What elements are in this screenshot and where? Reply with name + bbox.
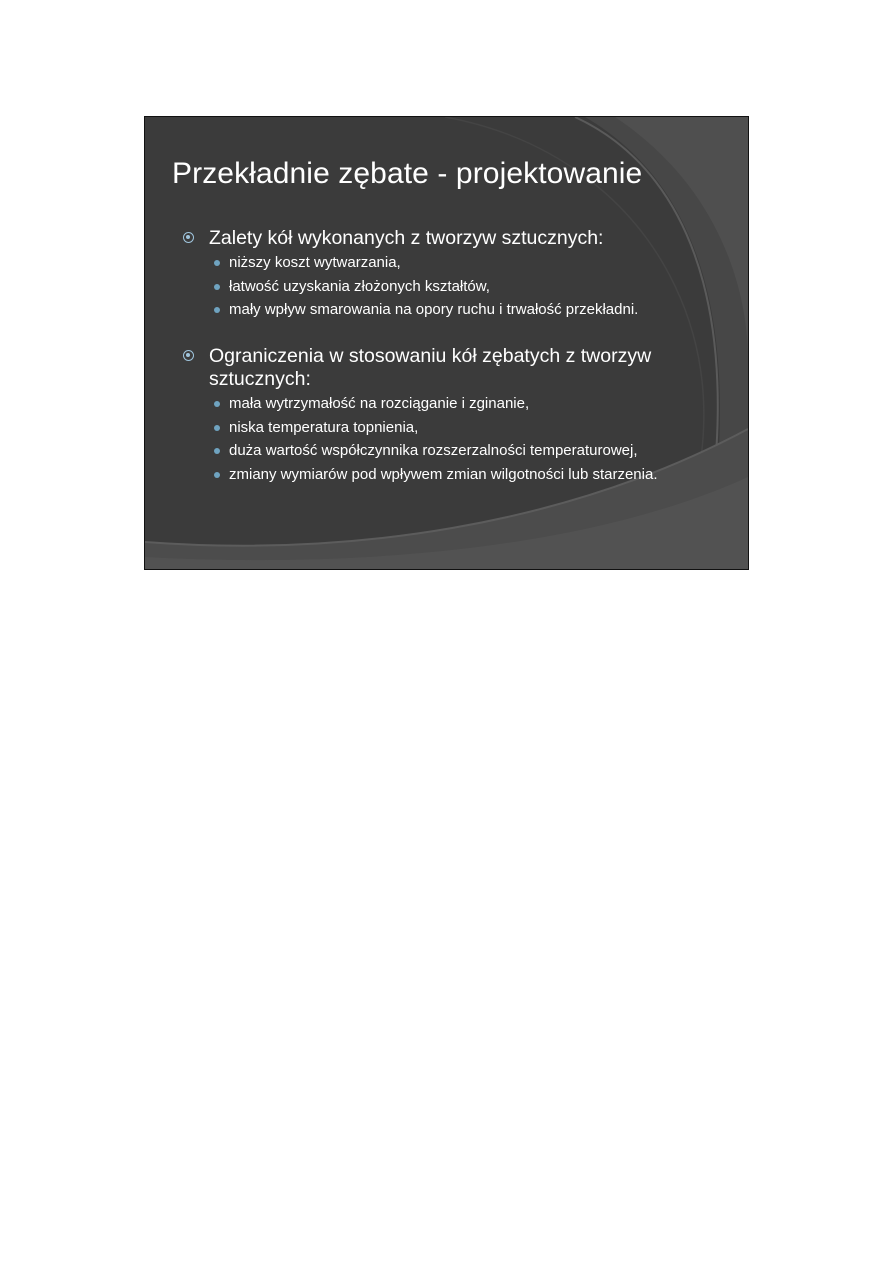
bullet-heading: [183, 227, 703, 250]
dot-bullet-icon: [214, 448, 220, 454]
list-item-text: łatwość uzyskania złożonych kształtów,: [229, 277, 490, 295]
dot-bullet-icon: [214, 472, 220, 478]
section-limitations: [183, 345, 703, 484]
list-item: [183, 278, 703, 296]
sub-bullet-list: [183, 395, 703, 484]
list-item-text: niska temperatura topnienia,: [229, 418, 419, 436]
list-item: [183, 395, 703, 413]
sub-bullet-list: [183, 254, 703, 319]
slide-title: Przekładnie zębate - projektowanie: [172, 157, 643, 190]
presentation-slide: [144, 116, 749, 570]
list-item-text: niższy koszt wytwarzania,: [229, 254, 401, 271]
list-item: [183, 442, 703, 460]
list-item: [183, 254, 703, 272]
list-item-text: mały wpływ smarowania na opory ruchu i trwałość przekładni.: [229, 301, 639, 318]
circle-bullet-icon: [183, 232, 194, 243]
dot-bullet-icon: [214, 425, 220, 431]
bullet-heading-text: Zalety kół wykonanych z tworzyw sztucznych:: [209, 227, 604, 249]
slide-content: [183, 227, 703, 504]
dot-bullet-icon: [214, 401, 220, 407]
section-advantages: [183, 227, 703, 319]
list-item-text: duża wartość współczynnika rozszerzalności temperaturowej,: [229, 442, 638, 459]
bullet-heading: [183, 345, 703, 391]
list-item-text: zmiany wymiarów pod wpływem zmian wilgotności lub starzenia.: [229, 465, 658, 483]
dot-bullet-icon: [214, 307, 220, 313]
list-item: [183, 301, 703, 319]
list-item-text: mała wytrzymałość na rozciąganie i zginanie,: [229, 395, 530, 412]
circle-bullet-icon: [183, 350, 194, 361]
dot-bullet-icon: [214, 284, 220, 290]
list-item: [183, 419, 703, 437]
list-item: [183, 466, 703, 484]
bullet-heading-text: Ograniczenia w stosowaniu kół zębatych z tworzyw sztucznych:: [209, 345, 652, 390]
dot-bullet-icon: [214, 260, 220, 266]
